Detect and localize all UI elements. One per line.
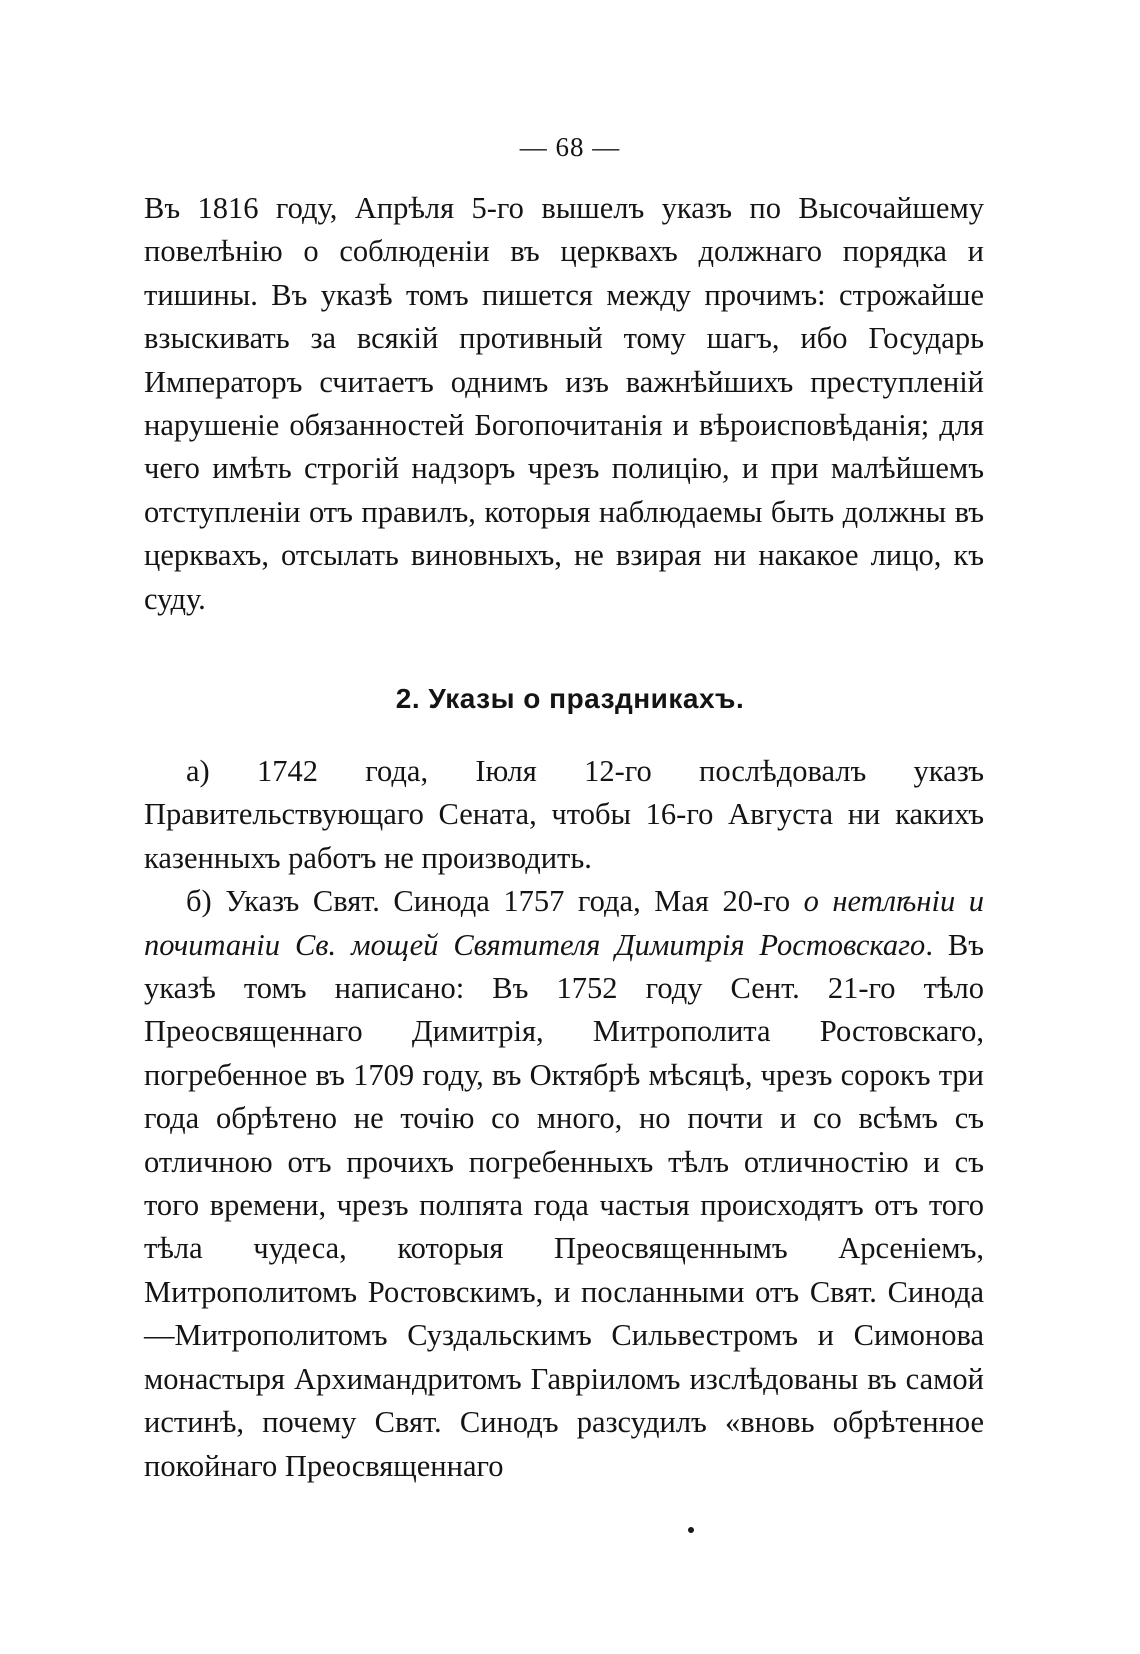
section-heading: 2. Указы о праздникахъ. (395, 683, 745, 714)
body-text-top (144, 187, 984, 621)
print-speck (688, 1527, 694, 1533)
item-b-body: . Въ указѣ томъ написано: Въ 1752 году Сент. 21-го тѣло Преосвященнаго Димитрія, Митрополита Ростовскаго, погребенное въ 1709 году, въ Октябрѣ мѣсяцѣ, чрезъ сорокъ три года обрѣтено не точію со много, но почти и со всѣмъ съ отличною отъ прочихъ погребенныхъ тѣлъ отличностію и съ того времени, чрезъ полпята года частыя происходятъ отъ того тѣла чудеса, которыя Преосвященнымъ Арсеніемъ, Митрополитомъ Ростовскимъ, и посланными отъ Свят. Синода—Митрополитомъ Суздальскимъ Сильвестромъ и Симонова монастыря Архимандритомъ Гавріиломъ изслѣдованы въ самой истинѣ, почему Свят. Синодъ разсудилъ «вновь обрѣтенное покойнаго Преосвященнаго (144, 927, 984, 1483)
page-number: — 68 — (519, 132, 621, 162)
body-text-bottom (144, 750, 984, 1488)
item-b-italic-title: о нетлѣніи и почитаніи Св. мощей Святителя Димитрія Ростовскаго (144, 884, 984, 962)
paragraph-decree-1816: Въ 1816 году, Апрѣля 5-го вышелъ указъ по Высочайшему повелѣнію о соблюденіи въ церквахъ должнаго порядка и тишины. Въ указѣ томъ пишется между прочимъ: строжайше взыскивать за всякій противный тому шагъ, ибо Государь Императоръ считаетъ однимъ изъ важнѣйшихъ преступленій нарушеніе обязанностей Богопочитанія и вѣроисповѣданія; для чего имѣть строгій надзоръ чрезъ полицію, и при малѣйшемъ отступленіи отъ правилъ, которыя наблюдаемы быть должны въ церквахъ, отсылать виновныхъ, не взирая ни накакое лицо, къ суду. (144, 191, 984, 616)
item-b-lead: б) Указъ Свят. Синода 1757 года, Мая 20-го (186, 884, 804, 919)
item-b-decree-1757 (144, 880, 984, 1488)
item-a-decree-1742: а) 1742 года, Іюля 12-го послѣдовалъ указъ Правительствующаго Сената, чтобы 16-го Августа ни какихъ казенныхъ работъ не производить. (144, 754, 984, 875)
